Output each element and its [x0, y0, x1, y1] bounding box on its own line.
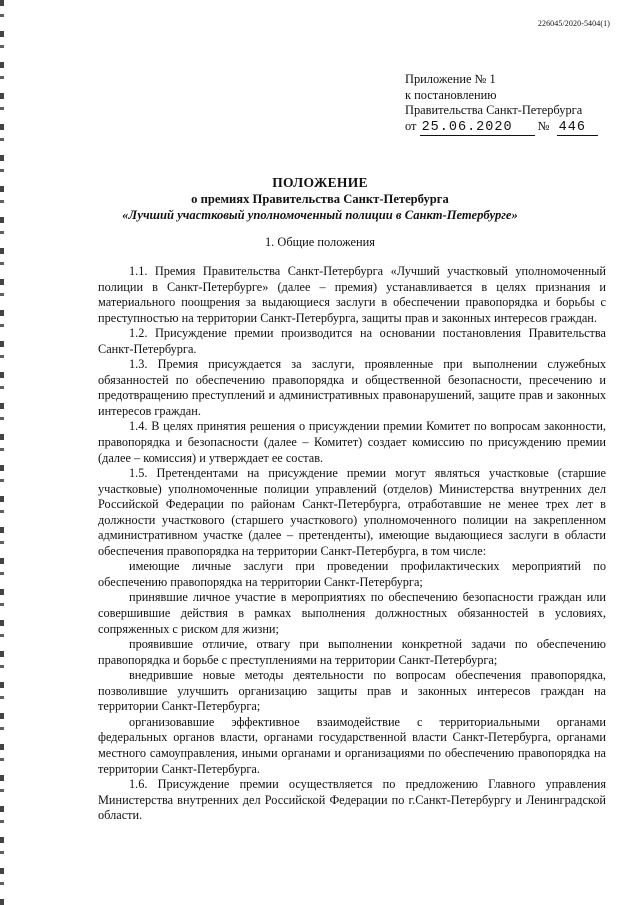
appendix-line-2: к постановлению	[405, 87, 497, 102]
document-id: 226045/2020-5404(1)	[537, 19, 610, 28]
paragraph-1-5: 1.5. Претендентами на присуждение премии могут являться участковые (старшие участковые) уполномоченные полиции управлений (отделов) Министерства внутренних дел Российской Федерации по районам Санкт-Петербурга, отработавшие не менее трех лет в должности участкового (старшего участкового) уполномоченного полиции на закрепленном административном участке (далее – претенденты), имеющие выдающиеся заслуги в области обеспечения правопорядка на территории Санкт-Петербурга, в том числе:	[98, 466, 606, 558]
resolution-date: 25.06.2020	[420, 120, 535, 136]
date-prefix: от	[405, 118, 417, 133]
paragraph-1-6: 1.6. Присуждение премии осуществляется по предложению Главного управления Министерства внутренних дел Российской Федерации по г.Санкт-Петербургу и Ленинградской области.	[98, 777, 606, 823]
document-title	[0, 175, 640, 223]
criteria-item-2: принявшие личное участие в мероприятиях по обеспечению безопасности граждан или совершившие действия в рамках выполнения должностных обязанностей в условиях, сопряженных с риском для жизни;	[98, 590, 606, 636]
paragraph-1-3: 1.3. Премия присуждается за заслуги, проявленные при выполнении служебных обязанностей по обеспечению правопорядка и общественной безопасности, пресечению и предотвращению преступлений и административных правонарушений, защите прав и законных интересов граждан.	[98, 357, 606, 418]
criteria-item-5: организовавшие эффективное взаимодействие с территориальными органами федеральных органов власти, органами государственной власти Санкт-Петербурга, органами местного самоуправления, иными органами и организациями по обеспечению правопорядка на территории Санкт-Петербурга.	[98, 714, 606, 776]
criteria-item-1: имеющие личные заслуги при проведении профилактических мероприятий по обеспечению правопорядка на территории Санкт-Петербурга;	[98, 559, 606, 589]
resolution-number: 446	[557, 120, 598, 136]
paragraph-1-1: 1.1. Премия Правительства Санкт-Петербурга «Лучший участковый уполномоченный полиции в Санкт-Петербурге» (далее – премия) устанавливается в целях признания и материального поощрения за выдающиеся заслуги в обеспечении правопорядка и борьбы с преступностью на территории Санкт-Петербурга, защиты прав и законных интересов граждан.	[98, 264, 606, 325]
appendix-line-3: Правительства Санкт-Петербурга	[405, 103, 583, 117]
number-prefix: №	[537, 118, 550, 133]
paragraph-1-2: 1.2. Присуждение премии производится на основании постановления Правительства Санкт-Петербурга.	[98, 326, 606, 356]
title-main: ПОЛОЖЕНИЕ	[272, 175, 368, 190]
document-body	[98, 264, 606, 824]
appendix-date-line	[405, 119, 625, 136]
paragraph-1-4: 1.4. В целях принятия решения о присуждении премии Комитет по вопросам законности, правопорядка и безопасности (далее – Комитет) создает комиссию по присуждению премии (далее – комиссия) и утверждает ее состав.	[98, 419, 606, 465]
appendix-line-1: Приложение № 1	[405, 72, 496, 86]
appendix-block	[405, 72, 625, 135]
criteria-item-3: проявившие отличие, отвагу при выполнении конкретной задачи по обеспечению правопорядка и борьбе с преступлениями на территории Санкт-Петербурга;	[98, 637, 606, 667]
title-subtitle-2: «Лучший участковый уполномоченный полиции в Санкт-Петербурге»	[122, 208, 518, 222]
section-heading: 1. Общие положения	[264, 235, 375, 249]
scan-edge-artifact	[0, 0, 4, 905]
criteria-item-4: внедрившие новые методы деятельности по вопросам обеспечения правопорядка, позволившие улучшить организацию защиты прав и законных интересов граждан на территории Санкт-Петербурга;	[98, 668, 606, 714]
title-subtitle-1: о премиях Правительства Санкт-Петербурга	[191, 192, 449, 206]
